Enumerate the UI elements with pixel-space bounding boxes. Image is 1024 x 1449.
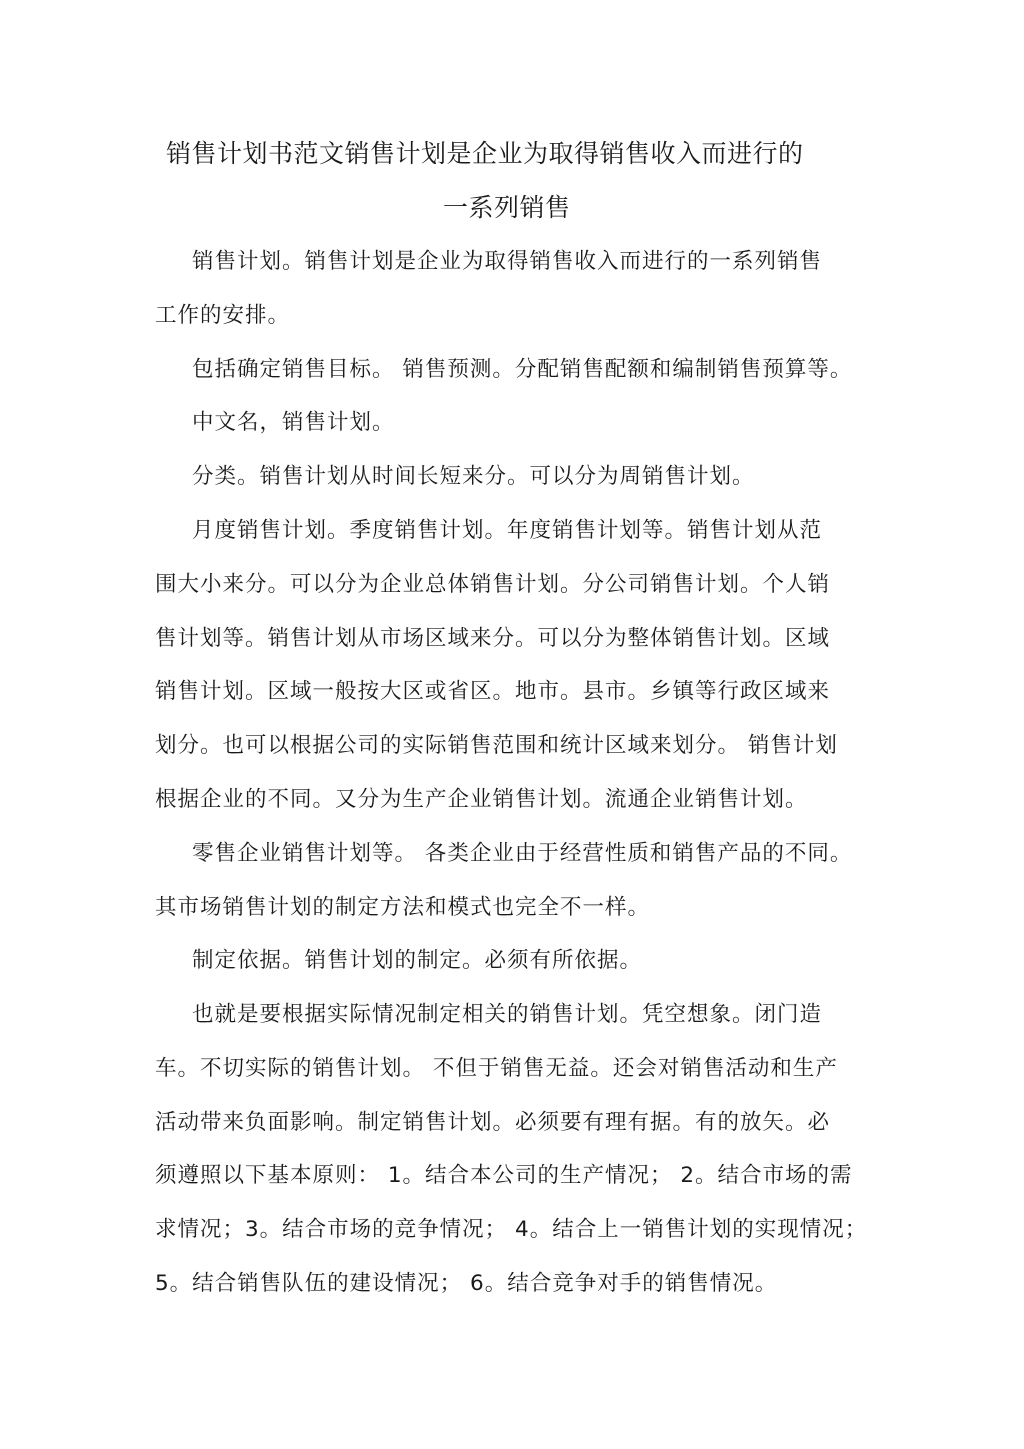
body-line: 销售计划。销售计划是企业为取得销售收入而进行的一系列销售 bbox=[192, 249, 823, 274]
document-title-line-2: 一系列销售 bbox=[443, 193, 571, 222]
body-line: 5。结合销售队伍的建设情况； 6。结合竞争对手的销售情况。 bbox=[155, 1271, 778, 1296]
body-line: 销售计划。区域一般按大区或省区。地市。县市。乡镇等行政区域来 bbox=[155, 679, 831, 704]
body-line: 月度销售计划。季度销售计划。年度销售计划等。销售计划从范 bbox=[192, 518, 823, 543]
body-line: 售计划等。销售计划从市场区域来分。可以分为整体销售计划。区域 bbox=[155, 626, 831, 651]
body-line: 分类。销售计划从时间长短来分。可以分为周销售计划。 bbox=[192, 464, 755, 489]
body-line: 中文名，销售计划。 bbox=[192, 410, 395, 435]
body-line: 活动带来负面影响。制定销售计划。必须要有理有据。有的放矢。必 bbox=[155, 1110, 831, 1135]
body-line: 根据企业的不同。又分为生产企业销售计划。流通企业销售计划。 bbox=[155, 787, 808, 812]
body-line: 划分。也可以根据公司的实际销售范围和统计区域来划分。 销售计划 bbox=[155, 733, 838, 758]
body-line: 须遵照以下基本原则： 1。结合本公司的生产情况； 2。结合市场的需 bbox=[155, 1163, 853, 1188]
body-line: 车。不切实际的销售计划。 不但于销售无益。还会对销售活动和生产 bbox=[155, 1056, 838, 1081]
body-line: 其市场销售计划的制定方法和模式也完全不一样。 bbox=[155, 895, 651, 920]
body-line: 围大小来分。可以分为企业总体销售计划。分公司销售计划。个人销 bbox=[155, 572, 831, 597]
body-line: 零售企业销售计划等。 各类企业由于经营性质和销售产品的不同。 bbox=[192, 841, 853, 866]
body-line: 制定依据。销售计划的制定。必须有所依据。 bbox=[192, 948, 643, 973]
body-line: 工作的安排。 bbox=[155, 303, 291, 328]
body-line: 包括确定销售目标。 销售预测。分配销售配额和编制销售预算等。 bbox=[192, 357, 853, 382]
body-line: 求情况；3。结合市场的竞争情况； 4。结合上一销售计划的实现情况； bbox=[155, 1217, 868, 1242]
body-line: 也就是要根据实际情况制定相关的销售计划。凭空想象。闭门造 bbox=[192, 1002, 823, 1027]
document-title-line-1: 销售计划书范文销售计划是企业为取得销售收入而进行的 bbox=[166, 139, 804, 168]
